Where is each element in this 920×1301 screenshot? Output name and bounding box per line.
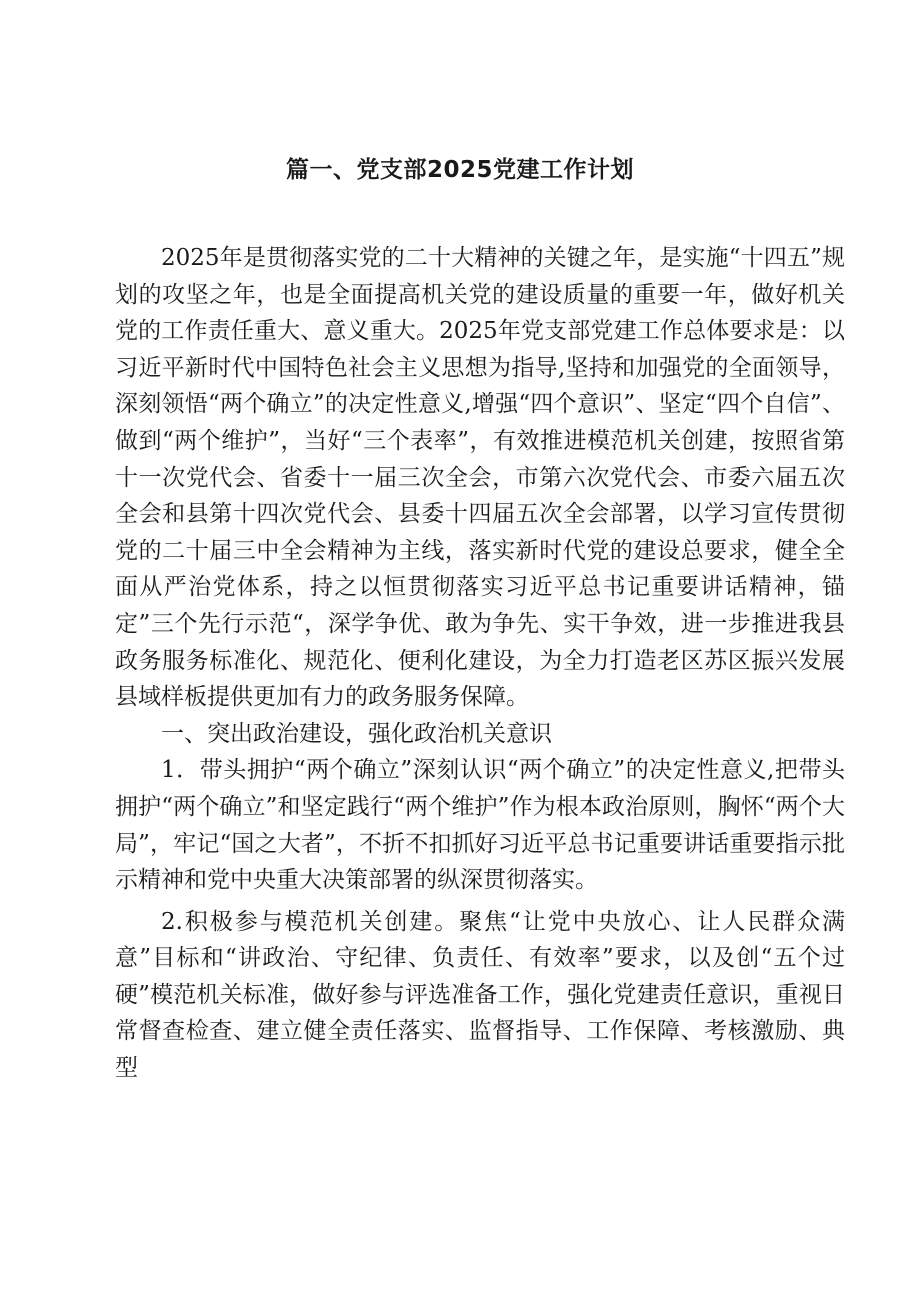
item-paragraph-1: 1．带头拥护“两个确立”深刻认识“两个确立”的决定性意义,把带头拥护“两个确立”和坚定践行“两个维护”作为根本政治原则，胸怀“两个大局”，牢记“国之大者”，不折不扣抓好习近平总书记重要讲话重要指示批示精神和党中央重大决策部署的纵深贯彻落实。 [115,757,845,894]
document-title: 篇一、党支部2025党建工作计划 [285,157,634,183]
section-heading: 一、突出政治建设，强化政治机关意识 [161,720,552,747]
document-body [115,240,845,1087]
item-paragraph-2: 2.积极参与模范机关创建。聚焦“让党中央放心、让人民群众满意”目标和“讲政治、守纪律、负责任、有效率”要求，以及创“五个过硬”模范机关标准，做好参与评选准备工作，强化党建责任意识，重视日常督查检查、建立健全责任落实、监督指导、工作保障、考核激励、典型 [115,908,845,1082]
intro-paragraph: 2025年是贯彻落实党的二十大精神的关键之年，是实施“十四五”规划的攻坚之年，也是全面提高机关党的建设质量的重要一年，做好机关党的工作责任重大、意义重大。2025年党支部党建工作总体要求是：以习近平新时代中国特色社会主义思想为指导,坚持和加强党的全面领导，深刻领悟“两个确立”的决定性意义,增强“四个意识”、坚定“四个自信”、做到“两个维护”，当好“三个表率”，有效推进模范机关创建，按照省第十一次党代会、省委十一届三次全会，市第六次党代会、市委六届五次全会和县第十四次党代会、县委十四届五次全会部署，以学习宣传贯彻党的二十届三中全会精神为主线，落实新时代党的建设总要求，健全全面从严治党体系，持之以恒贯彻落实习近平总书记重要讲话精神，锚定”三个先行示范“，深学争优、敢为争先、实干争效，进一步推进我县政务服务标准化、规范化、便利化建设，为全力打造老区苏区振兴发展县域样板提供更加有力的政务服务保障。 [115,245,845,711]
